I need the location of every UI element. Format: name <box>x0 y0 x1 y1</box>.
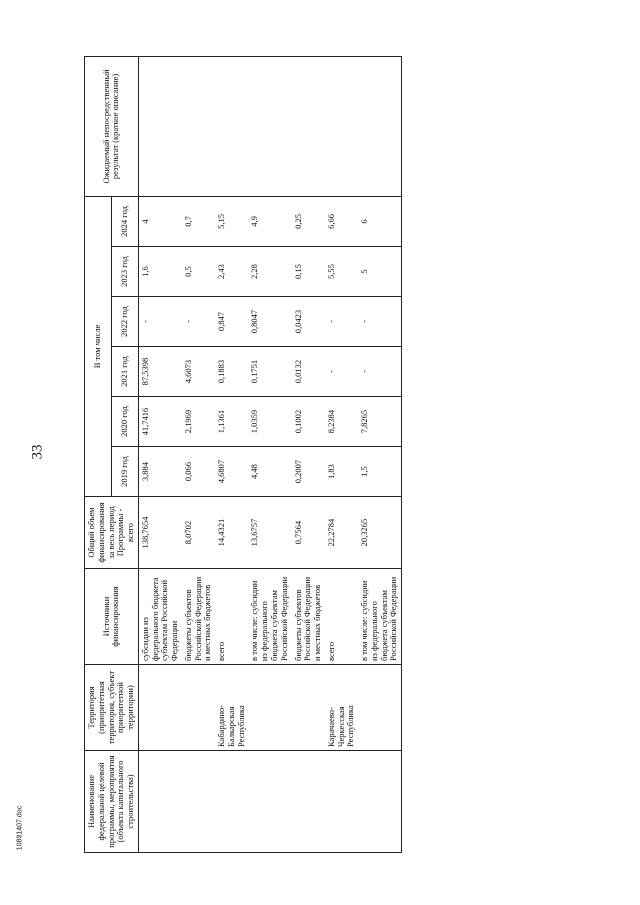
cell-y2019: 3,884 <box>138 447 182 497</box>
cell-y2022: 0,8047 <box>248 297 291 347</box>
cell-name <box>215 751 248 853</box>
table-header <box>85 56 139 852</box>
cell-source: бюджеты субъектов Российской Федерации и местных бюджетов <box>182 569 215 665</box>
cell-y2022: 0,847 <box>215 297 248 347</box>
page-number: 33 <box>29 444 46 460</box>
financing-table <box>84 56 402 853</box>
cell-y2024: 6 <box>358 196 402 246</box>
header-result: Ожидаемый непосредственный результат (краткое описание) <box>85 56 139 196</box>
cell-territory <box>358 665 402 751</box>
cell-y2020: 0,1002 <box>292 397 325 447</box>
table-row <box>358 56 402 852</box>
header-year: 2023 год <box>111 247 138 297</box>
cell-name <box>292 751 325 853</box>
cell-source: субсидии из федерального бюджета субъектам Российской Федерации <box>138 569 182 665</box>
table-row <box>325 56 358 852</box>
cell-y2021: 87,5398 <box>138 347 182 397</box>
cell-y2022: - <box>138 297 182 347</box>
cell-territory <box>138 665 182 751</box>
cell-y2020: 41,7416 <box>138 397 182 447</box>
document-code: 10891407.doc <box>16 805 24 851</box>
cell-y2023: 2,43 <box>215 247 248 297</box>
cell-y2019: 4,6807 <box>215 447 248 497</box>
cell-y2023: 0,15 <box>292 247 325 297</box>
cell-y2024: 6,66 <box>325 196 358 246</box>
header-year: 2024 год <box>111 196 138 246</box>
header-year: 2022 год <box>111 297 138 347</box>
cell-y2019: 4,48 <box>248 447 291 497</box>
table-row <box>182 56 215 852</box>
cell-y2024: 4,9 <box>248 196 291 246</box>
cell-territory <box>292 665 325 751</box>
cell-y2021: 0,1883 <box>215 347 248 397</box>
cell-total: 14,4321 <box>215 497 248 569</box>
cell-y2019: 0,2007 <box>292 447 325 497</box>
cell-y2024: 0,25 <box>292 196 325 246</box>
header-including: В том числе <box>85 196 112 496</box>
cell-y2023: 5,55 <box>325 247 358 297</box>
cell-y2023: 0,5 <box>182 247 215 297</box>
cell-y2021: 0,1751 <box>248 347 291 397</box>
cell-y2020: 1,0359 <box>248 397 291 447</box>
cell-result <box>182 56 215 196</box>
cell-territory <box>248 665 291 751</box>
table-row <box>292 56 325 852</box>
cell-y2022: - <box>182 297 215 347</box>
cell-result <box>358 56 402 196</box>
cell-total: 20,3265 <box>358 497 402 569</box>
header-name: Наименование федеральной целевой программы, мероприятия (объекта капитального строительства) <box>85 751 139 853</box>
cell-y2021: - <box>358 347 402 397</box>
table-body <box>138 56 401 852</box>
cell-y2021: 0,0132 <box>292 347 325 397</box>
cell-y2021: 4,6073 <box>182 347 215 397</box>
cell-source: всего <box>325 569 358 665</box>
header-sources: Источники финансирования <box>85 569 139 665</box>
cell-source: в том числе: субсидии из федерального бюджета субъектам Российской Федерации <box>358 569 402 665</box>
cell-result <box>248 56 291 196</box>
cell-y2019: 1,5 <box>358 447 402 497</box>
cell-y2024: 0,7 <box>182 196 215 246</box>
rotated-table-container <box>84 57 554 853</box>
cell-y2019: 1,83 <box>325 447 358 497</box>
cell-y2021: - <box>325 347 358 397</box>
cell-y2020: 1,1361 <box>215 397 248 447</box>
header-total: Общий объем финансирования за весь период Программы - всего <box>85 497 139 569</box>
cell-result <box>292 56 325 196</box>
header-territory: Территория (приоритетная территория, субъект приоритетной территории) <box>85 665 139 751</box>
cell-y2024: 5,15 <box>215 196 248 246</box>
cell-y2022: - <box>358 297 402 347</box>
cell-name <box>358 751 402 853</box>
cell-y2023: 2,28 <box>248 247 291 297</box>
cell-y2019: 0,066 <box>182 447 215 497</box>
cell-total: 13,6757 <box>248 497 291 569</box>
header-year: 2020 год <box>111 397 138 447</box>
cell-name <box>182 751 215 853</box>
cell-name <box>138 751 182 853</box>
cell-total: 138,7654 <box>138 497 182 569</box>
cell-name <box>248 751 291 853</box>
cell-total: 22,2784 <box>325 497 358 569</box>
cell-y2023: 1,6 <box>138 247 182 297</box>
cell-y2020: 2,1969 <box>182 397 215 447</box>
cell-result <box>138 56 182 196</box>
cell-result <box>325 56 358 196</box>
cell-y2020: 8,2384 <box>325 397 358 447</box>
cell-y2020: 7,8265 <box>358 397 402 447</box>
table-row <box>248 56 291 852</box>
cell-source: всего <box>215 569 248 665</box>
cell-source: в том числе: субсидии из федерального бюджета субъектам Российской Федерации <box>248 569 291 665</box>
cell-territory: Кабардино-Балкарская Республика <box>215 665 248 751</box>
table-row <box>215 56 248 852</box>
cell-territory <box>182 665 215 751</box>
table-row <box>138 56 182 852</box>
header-year: 2019 год <box>111 447 138 497</box>
cell-y2024: 4 <box>138 196 182 246</box>
cell-y2022: - <box>325 297 358 347</box>
cell-name <box>325 751 358 853</box>
header-year: 2021 год <box>111 347 138 397</box>
cell-result <box>215 56 248 196</box>
cell-y2022: 0,0423 <box>292 297 325 347</box>
cell-y2023: 5 <box>358 247 402 297</box>
cell-total: 0,7564 <box>292 497 325 569</box>
cell-source: бюджеты субъектов Российской Федерации и местных бюджетов <box>292 569 325 665</box>
cell-territory: Карачаево-Черкесская Республика <box>325 665 358 751</box>
cell-total: 8,0702 <box>182 497 215 569</box>
